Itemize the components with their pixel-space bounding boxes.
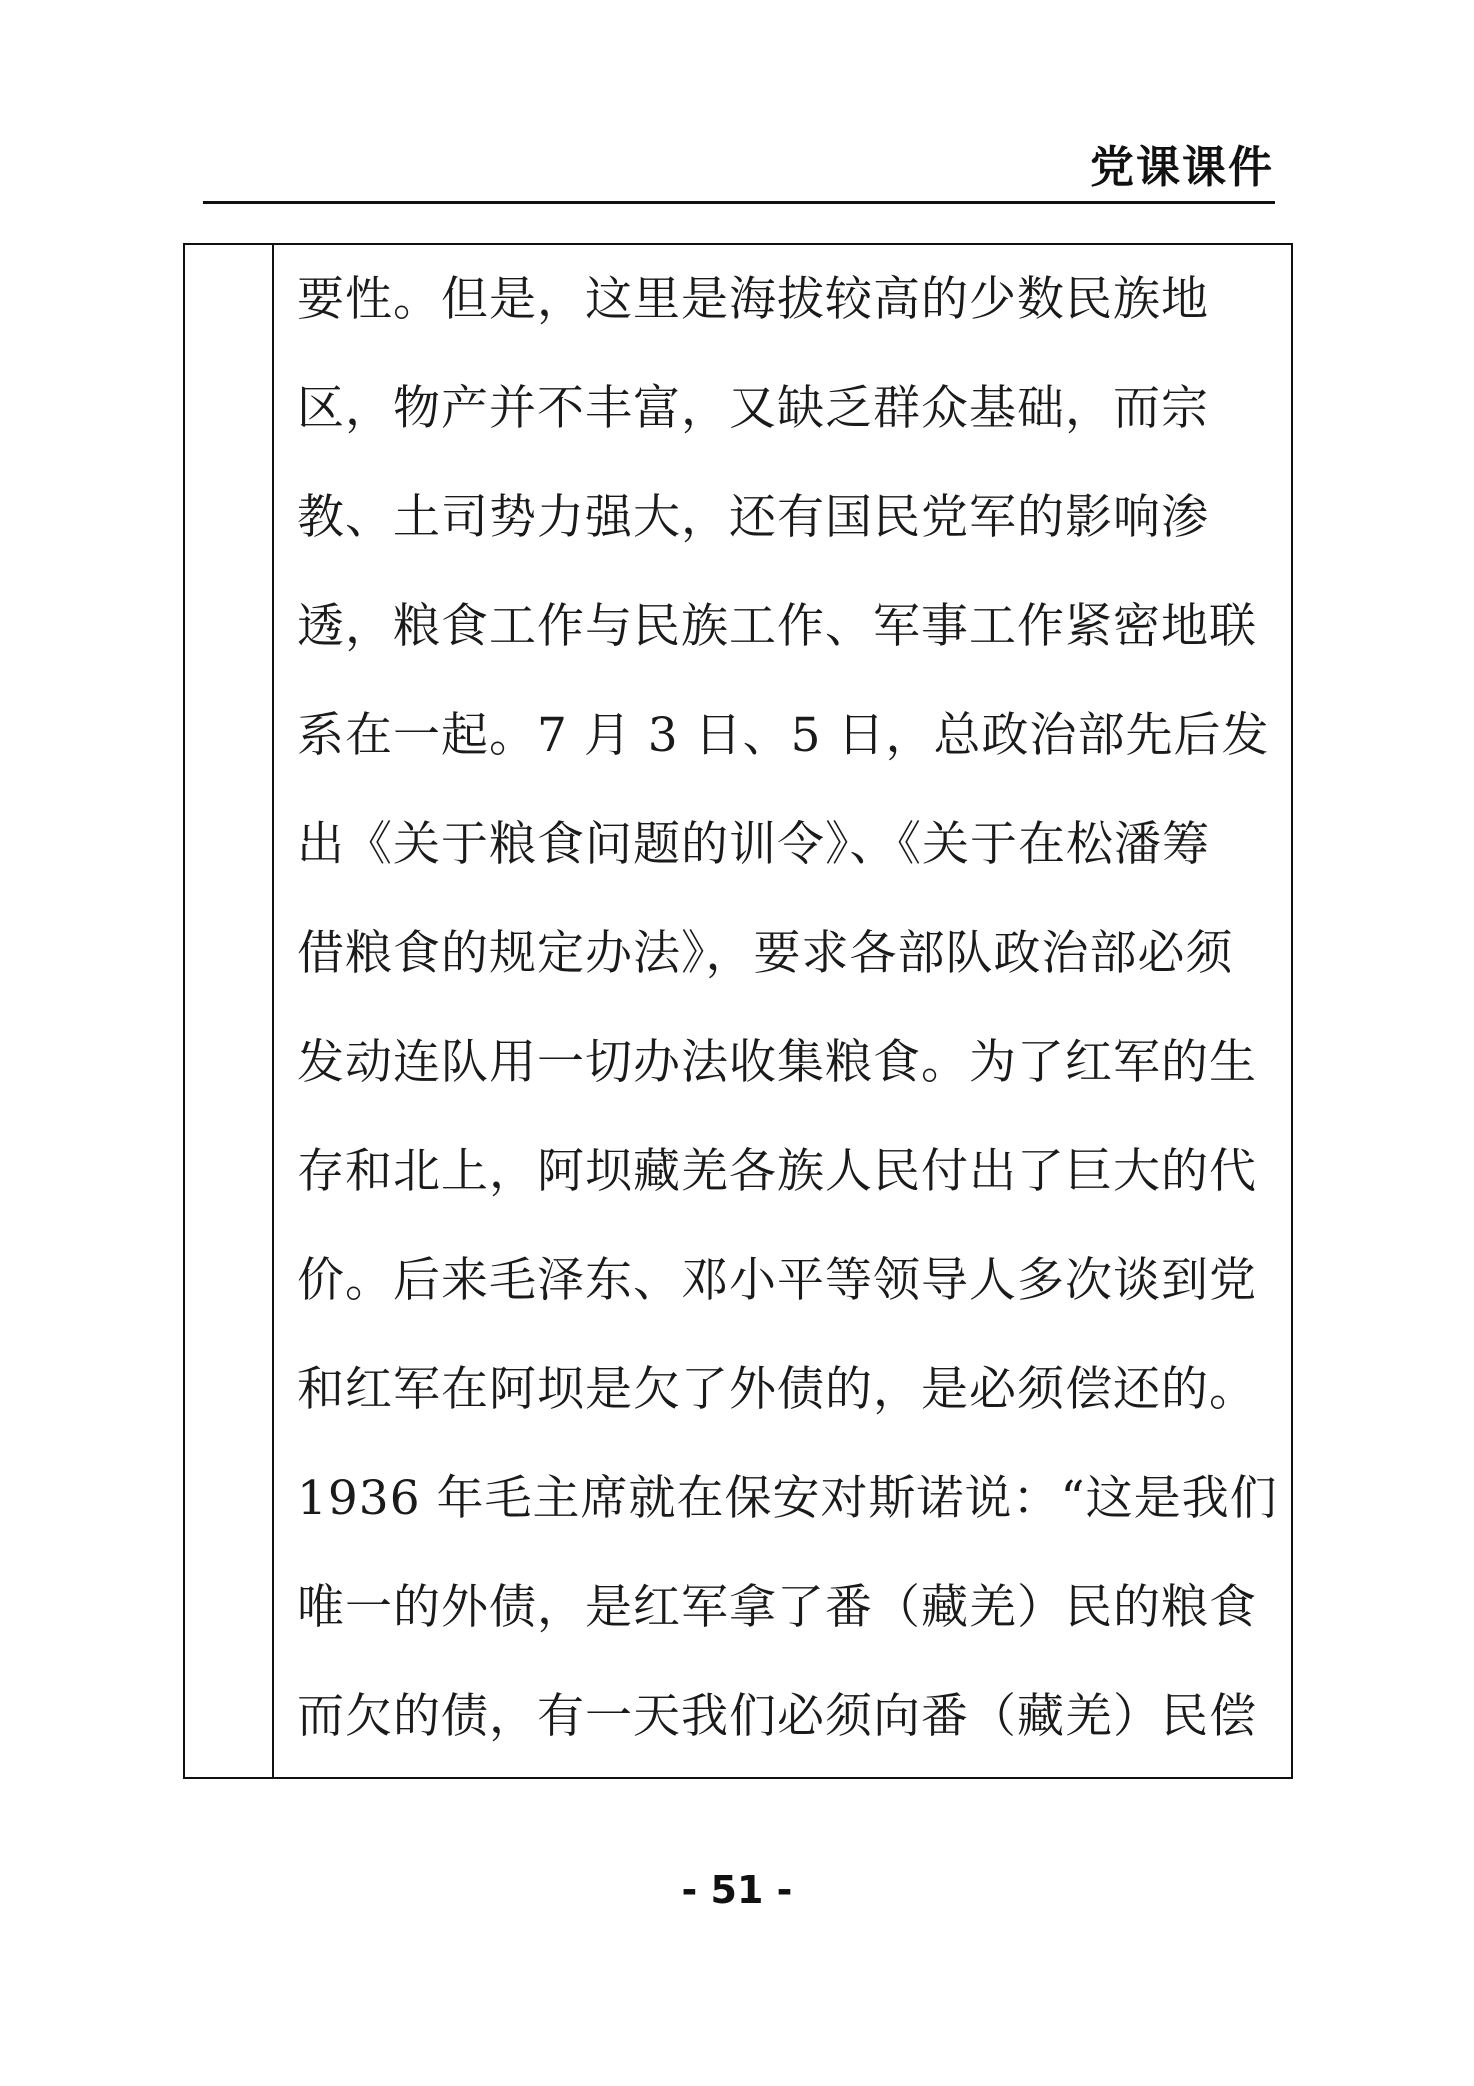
body-text-line: 1936 年毛主席就在保安对斯诺说：“这是我们	[297, 1471, 1278, 1526]
page-header-title: 党课课件	[1090, 142, 1274, 193]
header-divider	[203, 201, 1275, 204]
body-text-line: 价。后来毛泽东、邓小平等领导人多次谈到党	[297, 1253, 1257, 1308]
body-text-line: 存和北上，阿坝藏羌各族人民付出了巨大的代	[297, 1144, 1257, 1199]
content-table	[183, 243, 1293, 1779]
body-text-line: 区，物产并不丰富，又缺乏群众基础，而宗	[297, 381, 1209, 436]
body-text-line: 和红军在阿坝是欠了外债的，是必须偿还的。	[297, 1362, 1257, 1417]
page-number: - 51 -	[681, 1868, 793, 1912]
body-text-line: 而欠的债，有一天我们必须向番（藏羌）民偿	[297, 1689, 1257, 1744]
table-label-cell	[185, 245, 274, 1777]
body-text-line: 借粮食的规定办法》，要求各部队政治部必须	[297, 926, 1234, 981]
body-text-line: 透，粮食工作与民族工作、军事工作紧密地联	[297, 599, 1257, 654]
table-text-cell	[297, 245, 1277, 1771]
body-text-line: 要性。但是，这里是海拔较高的少数民族地	[297, 272, 1209, 327]
body-text-line: 发动连队用一切办法收集粮食。为了红军的生	[297, 1035, 1257, 1090]
body-text-line: 系在一起。7 月 3 日、5 日，总政治部先后发	[297, 708, 1270, 763]
body-text-line: 出《关于粮食问题的训令》、《关于在松潘筹	[297, 817, 1210, 872]
body-text-line: 教、土司势力强大，还有国民党军的影响渗	[297, 490, 1209, 545]
body-text-line: 唯一的外债，是红军拿了番（藏羌）民的粮食	[297, 1580, 1257, 1635]
